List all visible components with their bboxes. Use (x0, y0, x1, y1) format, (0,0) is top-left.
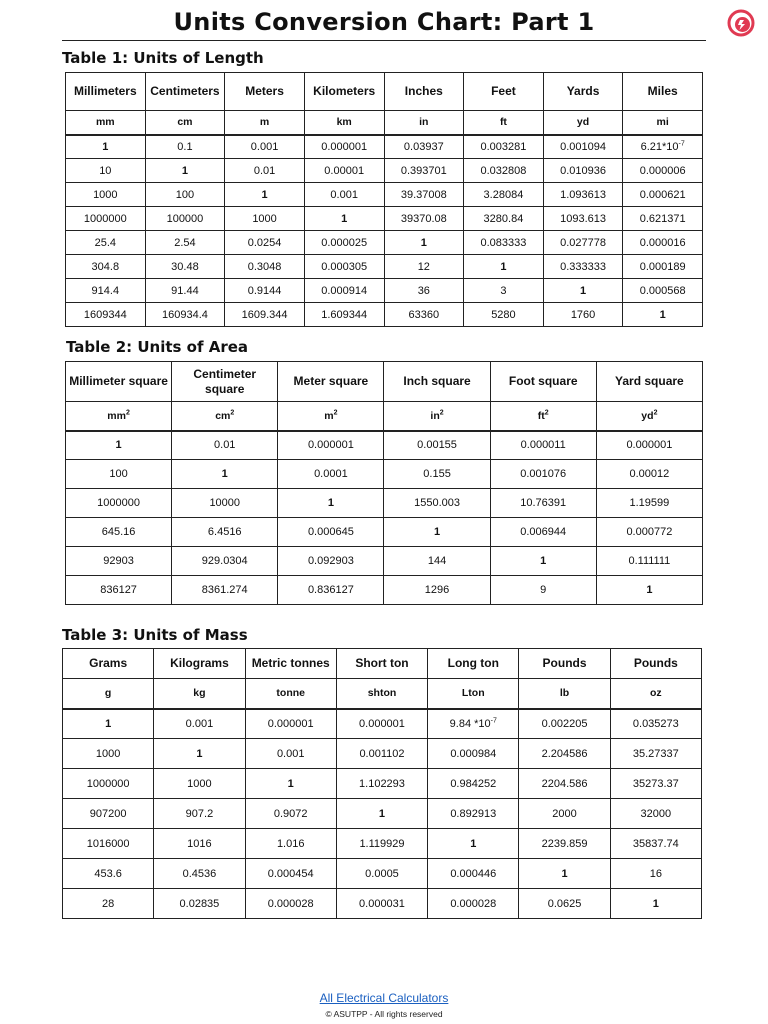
table-cell: 144 (384, 547, 490, 576)
table-cell: 929.0304 (172, 547, 278, 576)
table-cell: 1 (464, 255, 544, 279)
unit-symbol: kg (154, 679, 245, 709)
table-cell: 907.2 (154, 799, 245, 829)
table-cell: 1 (66, 135, 146, 159)
table-cell: 2.54 (145, 231, 225, 255)
table-row (66, 231, 703, 255)
table-cell: 3.28084 (464, 183, 544, 207)
table-cell: 0.006944 (490, 518, 596, 547)
table-cell: 35.27337 (610, 739, 701, 769)
table-cell: 0.000568 (623, 279, 703, 303)
table-cell: 1 (278, 489, 384, 518)
table-cell: 35837.74 (610, 829, 701, 859)
table-cell: 0.000621 (623, 183, 703, 207)
column-header: Meter square (278, 362, 384, 402)
table-cell: 0.00012 (596, 460, 702, 489)
table-cell: 645.16 (66, 518, 172, 547)
table-cell: 1.119929 (336, 829, 427, 859)
table-cell: 0.000031 (336, 889, 427, 919)
table-cell: 12 (384, 255, 464, 279)
table-cell: 0.621371 (623, 207, 703, 231)
table-cell: 91.44 (145, 279, 225, 303)
table-cell: 1000 (66, 183, 146, 207)
table-cell: 1 (154, 739, 245, 769)
table-cell: 1 (336, 799, 427, 829)
table-cell: 3280.84 (464, 207, 544, 231)
table-cell: 1093.613 (543, 207, 623, 231)
column-header: Pounds (519, 649, 610, 679)
column-header: Inches (384, 73, 464, 111)
table-cell: 0.000001 (304, 135, 384, 159)
table-1-heading: Table 1: Units of Length (62, 49, 264, 67)
table-cell: 35273.37 (610, 769, 701, 799)
table-row (63, 829, 702, 859)
table-cell: 0.000006 (623, 159, 703, 183)
table-row (63, 739, 702, 769)
column-header: Millimeter square (66, 362, 172, 402)
unit-symbol: km (304, 111, 384, 135)
table-cell: 0.333333 (543, 255, 623, 279)
table-cell: 36 (384, 279, 464, 303)
table-cell: 1016000 (63, 829, 154, 859)
unit-symbol: Lton (428, 679, 519, 709)
table-cell: 1 (304, 207, 384, 231)
column-header: Kilometers (304, 73, 384, 111)
table-row (66, 489, 703, 518)
table-cell: 1 (172, 460, 278, 489)
area-conversion-table (65, 361, 703, 605)
table-cell: 0.000028 (245, 889, 336, 919)
table-cell: 10.76391 (490, 489, 596, 518)
table-cell: 10 (66, 159, 146, 183)
table-cell: 0.03937 (384, 135, 464, 159)
unit-symbol: mi (623, 111, 703, 135)
table-cell: 8361.274 (172, 576, 278, 605)
table-cell: 1296 (384, 576, 490, 605)
table-row (66, 135, 703, 159)
table-cell: 2.204586 (519, 739, 610, 769)
table-cell: 0.000914 (304, 279, 384, 303)
table-cell: 1 (225, 183, 305, 207)
table-cell: 3 (464, 279, 544, 303)
table-row (66, 159, 703, 183)
table-cell: 0.000016 (623, 231, 703, 255)
column-header: Millimeters (66, 73, 146, 111)
column-header: Long ton (428, 649, 519, 679)
table-cell: 1 (490, 547, 596, 576)
table-cell: 0.001076 (490, 460, 596, 489)
table-cell: 0.3048 (225, 255, 305, 279)
unit-symbol: g (63, 679, 154, 709)
table-cell: 0.001 (225, 135, 305, 159)
table-cell: 0.000011 (490, 431, 596, 460)
column-header: Meters (225, 73, 305, 111)
table-cell: 1 (66, 431, 172, 460)
table-cell: 0.1 (145, 135, 225, 159)
table-cell: 2000 (519, 799, 610, 829)
table-cell: 0.0625 (519, 889, 610, 919)
table-2-heading: Table 2: Units of Area (66, 338, 249, 356)
table-cell: 0.01 (172, 431, 278, 460)
table-cell: 0.02835 (154, 889, 245, 919)
table-row (66, 303, 703, 327)
table-cell: 6.4516 (172, 518, 278, 547)
unit-symbol: in (384, 111, 464, 135)
unit-symbol: $mm^2$ (66, 402, 172, 431)
table-cell: 0.111111 (596, 547, 702, 576)
table-cell: 1 (623, 303, 703, 327)
table-cell: 836127 (66, 576, 172, 605)
table-cell: 1.609344 (304, 303, 384, 327)
table-row (66, 547, 703, 576)
table-cell: 0.001094 (543, 135, 623, 159)
page-title: Units Conversion Chart: Part 1 (173, 8, 595, 36)
table-row (66, 460, 703, 489)
table-cell: 0.001 (154, 709, 245, 739)
table-cell: 1 (63, 709, 154, 739)
column-header: Short ton (336, 649, 427, 679)
table-cell: 0.984252 (428, 769, 519, 799)
table-cell: 0.001102 (336, 739, 427, 769)
table-cell: 0.002205 (519, 709, 610, 739)
table-cell: 30.48 (145, 255, 225, 279)
unit-symbol: tonne (245, 679, 336, 709)
table-cell: 0.083333 (464, 231, 544, 255)
column-header: Feet (464, 73, 544, 111)
column-header: Inch square (384, 362, 490, 402)
table-cell: 0.892913 (428, 799, 519, 829)
column-header: Centimeter square (172, 362, 278, 402)
table-row (66, 431, 703, 460)
table-cell: 0.010936 (543, 159, 623, 183)
unit-symbol: oz (610, 679, 701, 709)
table-cell: 0.003281 (464, 135, 544, 159)
table-cell: 2239.859 (519, 829, 610, 859)
table-cell: 1 (610, 889, 701, 919)
table-cell: 0.0254 (225, 231, 305, 255)
table-row (66, 207, 703, 231)
table-cell: 1 (596, 576, 702, 605)
table-cell: 0.393701 (384, 159, 464, 183)
table-cell: 1 (145, 159, 225, 183)
table-cell: 92903 (66, 547, 172, 576)
table-cell: 1 (428, 829, 519, 859)
table-cell: 1000000 (63, 769, 154, 799)
table-cell: 1000 (154, 769, 245, 799)
table-cell: 25.4 (66, 231, 146, 255)
table-cell: 1.093613 (543, 183, 623, 207)
table-cell: 32000 (610, 799, 701, 829)
table-cell: 0.0005 (336, 859, 427, 889)
column-header: Miles (623, 73, 703, 111)
header-row (63, 649, 702, 679)
table-cell: 1000 (225, 207, 305, 231)
table-cell: 100000 (145, 207, 225, 231)
table-cell: 0.000028 (428, 889, 519, 919)
table-cell: 0.0001 (278, 460, 384, 489)
table-cell: 0.4536 (154, 859, 245, 889)
table-cell: 453.6 (63, 859, 154, 889)
table-3-heading: Table 3: Units of Mass (62, 626, 248, 644)
table-cell: 304.8 (66, 255, 146, 279)
length-conversion-table (65, 72, 703, 327)
unit-row (66, 402, 703, 431)
unit-symbol: $in^2$ (384, 402, 490, 431)
table-row (66, 518, 703, 547)
table-cell: 39370.08 (384, 207, 464, 231)
unit-symbol: yd (543, 111, 623, 135)
table-cell: 63360 (384, 303, 464, 327)
table-cell: 1016 (154, 829, 245, 859)
table-cell: 0.027778 (543, 231, 623, 255)
table-cell: 5280 (464, 303, 544, 327)
table-cell: 0.000001 (336, 709, 427, 739)
table-cell: 0.001 (304, 183, 384, 207)
header-row (66, 73, 703, 111)
header-row (66, 362, 703, 402)
table-row (66, 576, 703, 605)
table-cell: 9 (490, 576, 596, 605)
table-cell: 1.19599 (596, 489, 702, 518)
table-cell: 100 (66, 460, 172, 489)
table-row (66, 279, 703, 303)
table-cell: 0.000001 (278, 431, 384, 460)
table-cell: 1 (245, 769, 336, 799)
table-cell: 0.01 (225, 159, 305, 183)
column-header: Metric tonnes (245, 649, 336, 679)
table-row (66, 183, 703, 207)
table-cell: 0.032808 (464, 159, 544, 183)
table-cell: 16 (610, 859, 701, 889)
asutpp-logo-icon (727, 9, 755, 37)
table-cell: 0.000772 (596, 518, 702, 547)
column-header: Pounds (610, 649, 701, 679)
unit-symbol: ft (464, 111, 544, 135)
table-cell: 10000 (172, 489, 278, 518)
table-cell: 1 (543, 279, 623, 303)
table-cell: 0.000001 (245, 709, 336, 739)
column-header: Foot square (490, 362, 596, 402)
unit-symbol: shton (336, 679, 427, 709)
table-cell: 0.000984 (428, 739, 519, 769)
table-cell: 0.000446 (428, 859, 519, 889)
table-row (63, 709, 702, 739)
table-cell: 0.001 (245, 739, 336, 769)
copyright-notice: © ASUTPP - All rights reserved (325, 1009, 443, 1019)
column-header: Yards (543, 73, 623, 111)
all-electrical-calculators-link[interactable]: All Electrical Calculators (319, 991, 449, 1005)
table-row (63, 859, 702, 889)
table-cell: 0.000454 (245, 859, 336, 889)
unit-symbol: $m^2$ (278, 402, 384, 431)
title-divider (62, 40, 706, 41)
unit-symbol: mm (66, 111, 146, 135)
table-cell: 9.84 $*10^{-7}$ (428, 709, 519, 739)
table-cell: 2204.586 (519, 769, 610, 799)
table-cell: 1.102293 (336, 769, 427, 799)
column-header: Kilograms (154, 649, 245, 679)
unit-symbol: $yd^2$ (596, 402, 702, 431)
table-cell: 907200 (63, 799, 154, 829)
table-cell: 0.155 (384, 460, 490, 489)
unit-symbol: cm (145, 111, 225, 135)
mass-conversion-table (62, 648, 702, 919)
table-cell: $6.21*10^{-7}$ (623, 135, 703, 159)
table-row (63, 769, 702, 799)
table-cell: 1 (384, 518, 490, 547)
table-cell: 0.000645 (278, 518, 384, 547)
table-cell: 1609344 (66, 303, 146, 327)
table-cell: 1 (384, 231, 464, 255)
table-cell: 28 (63, 889, 154, 919)
table-cell: 0.000001 (596, 431, 702, 460)
unit-symbol: m (225, 111, 305, 135)
table-cell: 0.9144 (225, 279, 305, 303)
table-cell: 160934.4 (145, 303, 225, 327)
table-cell: 1 (519, 859, 610, 889)
table-cell: 1609.344 (225, 303, 305, 327)
unit-symbol: $cm^2$ (172, 402, 278, 431)
unit-row (63, 679, 702, 709)
table-cell: 0.836127 (278, 576, 384, 605)
table-cell: 1760 (543, 303, 623, 327)
table-cell: 39.37008 (384, 183, 464, 207)
table-cell: 0.00155 (384, 431, 490, 460)
table-row (63, 799, 702, 829)
table-cell: 1000000 (66, 207, 146, 231)
table-cell: 0.035273 (610, 709, 701, 739)
table-cell: 1000000 (66, 489, 172, 518)
table-row (63, 889, 702, 919)
table-cell: 0.00001 (304, 159, 384, 183)
table-cell: 0.9072 (245, 799, 336, 829)
column-header: Centimeters (145, 73, 225, 111)
unit-symbol: lb (519, 679, 610, 709)
column-header: Grams (63, 649, 154, 679)
table-cell: 1550.003 (384, 489, 490, 518)
table-cell: 100 (145, 183, 225, 207)
table-cell: 0.092903 (278, 547, 384, 576)
table-cell: 0.000025 (304, 231, 384, 255)
unit-symbol: $ft^2$ (490, 402, 596, 431)
table-cell: 914.4 (66, 279, 146, 303)
table-cell: 1000 (63, 739, 154, 769)
unit-row (66, 111, 703, 135)
column-header: Yard square (596, 362, 702, 402)
table-cell: 0.000305 (304, 255, 384, 279)
table-row (66, 255, 703, 279)
table-cell: 0.000189 (623, 255, 703, 279)
table-cell: 1.016 (245, 829, 336, 859)
